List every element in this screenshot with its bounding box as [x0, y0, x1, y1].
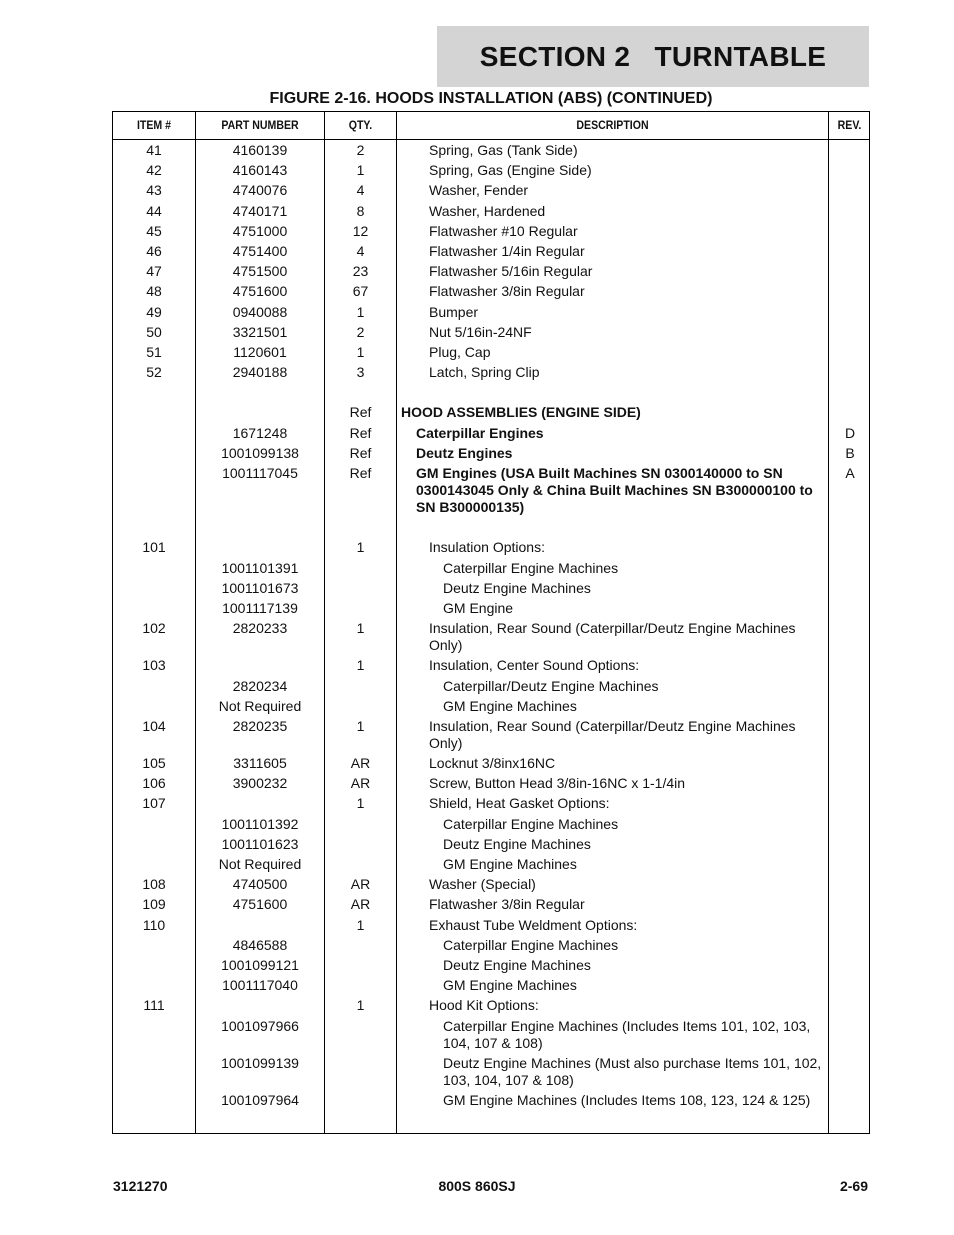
- table-row: [113, 423, 869, 443]
- description: Hood Kit Options:: [429, 997, 539, 1014]
- description: Caterpillar Engine Machines: [443, 559, 619, 576]
- part-number: 3311605: [233, 755, 287, 772]
- quantity: 8: [356, 202, 365, 219]
- part-number: 1120601: [233, 343, 287, 360]
- table-row: [113, 140, 869, 160]
- description: Locknut 3/8inx16NC: [429, 755, 556, 772]
- quantity: 1: [356, 343, 365, 360]
- table-row: [113, 443, 869, 463]
- quantity: 1: [356, 997, 365, 1014]
- item-number: 103: [142, 657, 166, 674]
- table-row: [113, 915, 869, 935]
- item-number: 107: [142, 795, 166, 812]
- description: Screw, Button Head 3/8in-16NC x 1-1/4in: [429, 775, 686, 792]
- table-row: [113, 874, 869, 894]
- description: Deutz Engines: [416, 444, 513, 461]
- footer-page-number: 2-69: [839, 1178, 868, 1194]
- description: Deutz Engine Machines (Must also purchase Items 101, 102, 103, 104, 107 & 108): [443, 1054, 822, 1088]
- item-number: 41: [146, 142, 162, 158]
- quantity: 1: [356, 303, 365, 320]
- table-row: [113, 995, 869, 1015]
- part-number: 1001117040: [222, 977, 298, 994]
- part-number: 1001101391: [221, 559, 299, 576]
- item-number: 111: [143, 997, 165, 1014]
- description: Flatwasher #10 Regular: [429, 222, 578, 239]
- table-row: [113, 281, 869, 301]
- footer-pub-number: 3121270: [113, 1178, 168, 1194]
- description: Spring, Gas (Tank Side): [429, 142, 578, 158]
- table-spacer-row: [113, 517, 869, 537]
- item-number: 106: [142, 775, 166, 792]
- revision: A: [845, 465, 855, 481]
- table-row: [113, 676, 869, 696]
- table-row: [113, 261, 869, 281]
- item-number: 48: [146, 283, 162, 300]
- table-row: [113, 894, 869, 914]
- description: Exhaust Tube Weldment Options:: [429, 916, 638, 933]
- table-row: [113, 854, 869, 874]
- description: Caterpillar Engines: [416, 424, 544, 441]
- table-row: [113, 302, 869, 322]
- quantity: 23: [352, 263, 369, 280]
- description: GM Engine Machines: [443, 856, 577, 872]
- table-row: [113, 578, 869, 598]
- table-row: [113, 322, 869, 342]
- header-qty: QTY.: [348, 118, 373, 132]
- item-number: 49: [146, 303, 162, 320]
- description: Latch, Spring Clip: [429, 364, 540, 381]
- part-number: 1671248: [232, 424, 288, 441]
- quantity: 1: [356, 620, 365, 637]
- part-number: 1001101623: [221, 835, 299, 852]
- item-number: 101: [142, 539, 166, 556]
- table-row: [113, 463, 869, 517]
- quantity: 1: [356, 916, 365, 933]
- table-row: [113, 201, 869, 221]
- description: Washer, Hardened: [429, 202, 546, 219]
- table-row: [113, 716, 869, 753]
- table-row: [113, 362, 869, 382]
- revision: D: [844, 424, 856, 441]
- figure-title: FIGURE 2-16. HOODS INSTALLATION (ABS) (CONTINUED): [269, 90, 713, 107]
- description: Deutz Engine Machines: [443, 835, 591, 852]
- part-number: 2820233: [232, 620, 288, 637]
- part-number: 4751600: [232, 283, 288, 300]
- description: Caterpillar Engine Machines: [443, 936, 619, 953]
- item-number: 109: [142, 896, 166, 913]
- table-spacer-row: [113, 382, 869, 402]
- part-number: 0940088: [232, 303, 288, 320]
- quantity: 1: [356, 539, 365, 556]
- item-number: 104: [142, 717, 166, 734]
- table-row: [113, 1016, 869, 1053]
- description: Insulation, Center Sound Options:: [429, 657, 640, 674]
- table-row: [113, 1053, 869, 1090]
- table-row: [113, 814, 869, 834]
- quantity: 1: [356, 717, 365, 734]
- part-number: Not Required: [218, 856, 302, 872]
- part-number: 4740500: [232, 876, 288, 893]
- part-number: 4740076: [232, 182, 288, 199]
- description: Nut 5/16in-24NF: [429, 323, 532, 340]
- part-number: 4740171: [232, 202, 288, 219]
- header-part-number: PART NUMBER: [221, 118, 299, 132]
- description: Bumper: [429, 303, 479, 320]
- description: Caterpillar Engine Machines (Includes Items 101, 102, 103, 104, 107 & 108): [443, 1017, 811, 1051]
- quantity: Ref: [349, 424, 372, 441]
- quantity: 1: [356, 657, 365, 674]
- table-row: [113, 1090, 869, 1110]
- part-number: 1001117139: [222, 599, 298, 616]
- part-number: 3321501: [232, 323, 288, 340]
- item-number: 52: [146, 364, 162, 381]
- header-item: ITEM #: [136, 118, 172, 132]
- table-row: [113, 598, 869, 618]
- header-description: DESCRIPTION: [576, 118, 649, 132]
- part-number: 2940188: [232, 364, 288, 381]
- part-number: 4751400: [232, 242, 288, 259]
- description: GM Engine Machines: [443, 977, 577, 994]
- part-number: 1001101392: [221, 815, 299, 832]
- description: Deutz Engine Machines: [443, 956, 591, 973]
- item-number: 43: [146, 182, 162, 199]
- item-number: 42: [146, 162, 162, 179]
- quantity: 3: [356, 364, 365, 381]
- part-number: 1001097964: [221, 1091, 299, 1108]
- table-row: [113, 160, 869, 180]
- quantity: 1: [356, 162, 365, 179]
- table-row: [113, 955, 869, 975]
- description: GM Engine Machines: [443, 697, 577, 714]
- description: Caterpillar/Deutz Engine Machines: [443, 677, 659, 694]
- description: Washer (Special): [429, 876, 536, 893]
- part-number: 4160143: [232, 162, 288, 179]
- part-number: 4751000: [232, 222, 288, 239]
- table-row: [113, 402, 869, 422]
- quantity: 2: [356, 323, 365, 340]
- table-row: [113, 241, 869, 261]
- table-row: [113, 773, 869, 793]
- description: Deutz Engine Machines: [443, 579, 591, 596]
- quantity: AR: [350, 896, 371, 913]
- table-row: [113, 975, 869, 995]
- footer-model: 800S 860SJ: [438, 1178, 516, 1194]
- part-number: 1001097966: [221, 1017, 299, 1034]
- description: Plug, Cap: [429, 343, 491, 360]
- part-number: Not Required: [218, 697, 302, 714]
- quantity: 2: [356, 142, 365, 158]
- table-row: [113, 753, 869, 773]
- description: Flatwasher 3/8in Regular: [429, 896, 585, 913]
- description: Insulation, Rear Sound (Caterpillar/Deutz Engine Machines Only): [429, 717, 796, 751]
- item-number: 44: [146, 202, 162, 219]
- quantity: AR: [350, 876, 371, 893]
- item-number: 108: [142, 876, 166, 893]
- part-number: 3900232: [232, 775, 288, 792]
- table-row: [113, 834, 869, 854]
- item-number: 51: [146, 343, 162, 360]
- quantity: Ref: [349, 444, 372, 461]
- header-rev: REV.: [837, 118, 862, 132]
- part-number: 4846588: [232, 936, 288, 953]
- table-row: [113, 221, 869, 241]
- part-number: 1001099121: [221, 956, 299, 973]
- quantity: AR: [350, 755, 371, 772]
- section-header: [437, 26, 869, 87]
- table-row: [113, 793, 869, 813]
- table-row: [113, 558, 869, 578]
- quantity: 67: [352, 283, 369, 300]
- description: Washer, Fender: [429, 182, 529, 199]
- quantity: 12: [352, 222, 369, 239]
- parts-table: [112, 111, 870, 1134]
- description: GM Engine: [443, 599, 514, 616]
- part-number: 4751500: [232, 263, 288, 280]
- description: Flatwasher 5/16in Regular: [429, 263, 593, 280]
- table-row: [113, 537, 869, 557]
- item-number: 45: [146, 222, 162, 239]
- part-number: 2820234: [232, 677, 288, 694]
- part-number: 4751600: [232, 896, 288, 913]
- item-number: 102: [142, 620, 166, 637]
- table-row: [113, 618, 869, 655]
- item-number: 110: [142, 916, 166, 933]
- item-number: 105: [142, 755, 166, 772]
- part-number: 4160139: [232, 142, 288, 158]
- quantity: AR: [350, 775, 371, 792]
- section-title: SECTION 2 TURNTABLE: [479, 40, 827, 72]
- quantity: 4: [356, 182, 365, 199]
- part-number: 1001117045: [222, 465, 298, 481]
- part-number: 1001101673: [221, 579, 299, 596]
- description: GM Engines (USA Built Machines SN 0300140000 to SN 0300143045 Only & China Built Machines SN B300000100 to SN B300000135): [416, 465, 813, 515]
- part-number: 1001099138: [221, 444, 299, 461]
- table-row: [113, 655, 869, 675]
- quantity: Ref: [349, 404, 372, 421]
- description: HOOD ASSEMBLIES (ENGINE SIDE): [401, 404, 641, 421]
- quantity: Ref: [349, 465, 372, 481]
- item-number: 46: [146, 242, 162, 259]
- description: Flatwasher 3/8in Regular: [429, 283, 585, 300]
- table-header-row: [113, 112, 869, 140]
- description: Caterpillar Engine Machines: [443, 815, 619, 832]
- revision: B: [845, 444, 855, 461]
- quantity: 1: [356, 795, 365, 812]
- part-number: 1001099139: [221, 1054, 299, 1071]
- description: Spring, Gas (Engine Side): [429, 162, 592, 179]
- table-row: [113, 696, 869, 716]
- table-row: [113, 935, 869, 955]
- description: GM Engine Machines (Includes Items 108, 123, 124 & 125): [443, 1091, 811, 1108]
- description: Shield, Heat Gasket Options:: [429, 795, 610, 812]
- part-number: 2820235: [232, 717, 288, 734]
- table-row: [113, 180, 869, 200]
- table-body: [113, 140, 869, 1110]
- item-number: 47: [146, 263, 162, 280]
- item-number: 50: [146, 323, 162, 340]
- description: Insulation, Rear Sound (Caterpillar/Deutz Engine Machines Only): [429, 620, 796, 654]
- description: Insulation Options:: [429, 539, 545, 556]
- table-row: [113, 342, 869, 362]
- description: Flatwasher 1/4in Regular: [429, 242, 585, 259]
- quantity: 4: [356, 242, 365, 259]
